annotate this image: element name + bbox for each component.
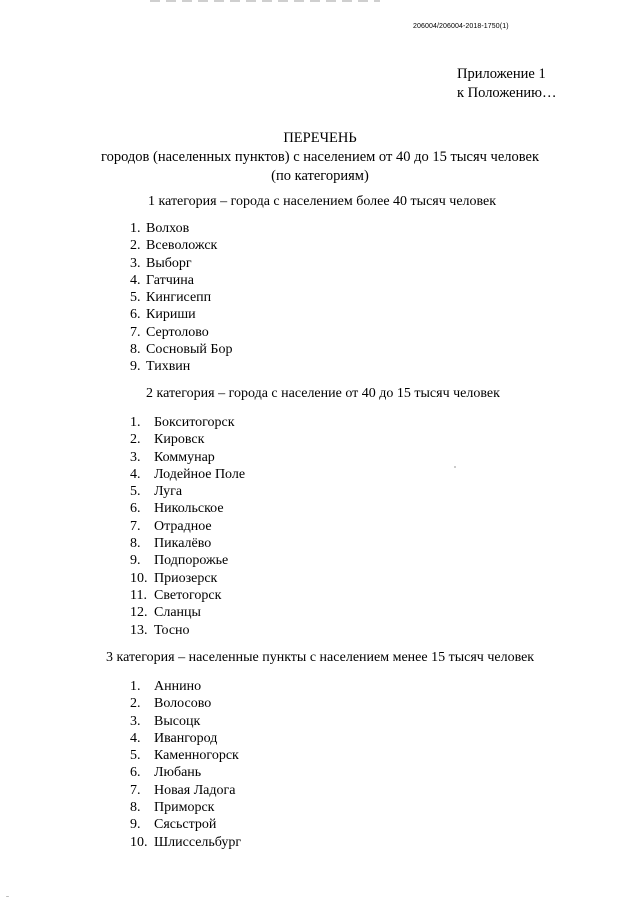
list-item-number: 10. [130,570,148,586]
list-item-name: Ивангород [154,730,218,746]
list-item [130,500,245,517]
list-item [130,816,241,833]
list-item-name: Сясьстрой [154,817,217,833]
list-item-number: 3. [130,449,141,465]
list-item [130,730,241,747]
list-item [130,518,245,535]
document-title-block [0,129,640,186]
list-item [130,237,232,254]
list-item-number: 8. [130,536,141,552]
list-item [130,695,241,712]
list-item [130,552,245,569]
list-item [130,713,241,730]
list-item-number: 10. [130,834,148,850]
list-item [130,587,245,604]
list-item-number: 4. [130,730,141,746]
list-item-name: Тихвин [146,359,191,375]
list-item-name: Луга [154,484,183,500]
list-item-number: 3. [130,713,141,729]
list-item-name: Всеволожск [146,238,218,254]
list-item-name: Новая Ладога [154,782,236,798]
scan-speck [6,896,9,897]
list-item-name: Волосово [154,696,212,712]
list-item-number: 4. [130,272,141,288]
list-item [130,289,232,306]
list-item [130,782,241,799]
list-item-name: Волхов [146,221,190,236]
category-3-list [130,678,241,851]
category-1-list [130,220,232,376]
list-item [130,341,232,358]
list-item [130,220,232,237]
list-item-number: 9. [130,817,141,833]
category-2-list [130,414,245,639]
list-item-name: Сланцы [154,605,201,621]
list-item-number: 5. [130,748,141,764]
list-item-name: Никольское [154,501,224,517]
scan-artifact-top [150,0,380,2]
list-item-name: Коммунар [154,449,215,465]
list-item-name: Аннино [154,679,202,694]
list-item-name: Кировск [154,432,205,448]
list-item-name: Кингисепп [146,290,212,306]
document-heading: ПЕРЕЧЕНЬ [283,130,357,146]
scan-speck [454,466,456,468]
list-item-name: Отрадное [154,518,212,534]
appendix-note [457,65,556,103]
list-item-name: Приозерск [154,570,218,586]
list-item-number: 6. [130,307,141,323]
list-item [130,570,245,587]
list-item-number: 4. [130,466,141,482]
list-item-number: 1. [130,415,141,430]
list-item-name: Выборг [146,255,192,271]
category-1-heading: 1 категория – города с населением более 40 тысяч человек [148,194,497,209]
list-item [130,834,241,851]
list-item-number: 9. [130,553,141,569]
list-item-name: Лодейное Поле [154,466,246,482]
list-item-name: Бокситогорск [154,415,235,430]
list-item-number: 6. [130,765,141,781]
list-item-number: 7. [130,782,141,798]
list-item-number: 3. [130,255,141,271]
list-item-number: 2. [130,238,141,254]
list-item-number: 5. [130,484,141,500]
document-subtitle: городов (населенных пунктов) с населением от 40 до 15 тысяч человек [100,149,540,165]
list-item-name: Любань [154,765,202,781]
list-item-number: 13. [130,622,148,638]
list-item-number: 1. [130,679,141,694]
list-item-name: Каменногорск [154,748,239,764]
list-item [130,622,245,639]
list-item-number: 12. [130,605,148,621]
list-item-number: 2. [130,696,141,712]
list-item-name: Приморск [154,800,215,816]
list-item-number: 1. [130,221,141,236]
list-item [130,799,241,816]
list-item [130,306,232,323]
list-item-name: Светогорск [154,587,222,603]
list-item [130,678,241,695]
document-subtitle-note: (по категориям) [271,168,369,184]
list-item-number: 8. [130,342,141,358]
document-id: 206004/206004-2018-1750(1) [413,23,509,30]
list-item-name: Шлиссельбург [154,834,242,850]
list-item-name: Кириши [146,307,196,323]
list-item [130,535,245,552]
list-item [130,272,232,289]
list-item [130,466,245,483]
list-item [130,604,245,621]
list-item [130,449,245,466]
list-item-number: 6. [130,501,141,517]
list-item-number: 7. [130,518,141,534]
list-item [130,255,232,272]
appendix-line-2: к Положению… [457,85,557,101]
list-item-name: Подпорожье [154,553,229,569]
list-item [130,747,241,764]
list-item-name: Пикалёво [154,536,212,552]
list-item [130,431,245,448]
list-item-name: Высоцк [154,713,201,729]
list-item [130,764,241,781]
list-item-number: 9. [130,359,141,375]
list-item-name: Тосно [154,622,190,638]
category-3-heading: 3 категория – населенные пункты с населением менее 15 тысяч человек [106,650,535,665]
category-2-heading: 2 категория – города с население от 40 до 15 тысяч человек [146,386,500,401]
list-item-number: 2. [130,432,141,448]
list-item-number: 11. [130,587,147,603]
list-item-name: Сертолово [146,324,209,340]
list-item [130,414,245,431]
list-item [130,324,232,341]
list-item-name: Сосновый Бор [146,342,233,358]
list-item-number: 8. [130,800,141,816]
list-item [130,483,245,500]
list-item-name: Гатчина [146,272,194,288]
list-item-number: 7. [130,324,141,340]
list-item [130,358,232,375]
appendix-line-1: Приложение 1 [457,66,546,82]
list-item-number: 5. [130,290,141,306]
